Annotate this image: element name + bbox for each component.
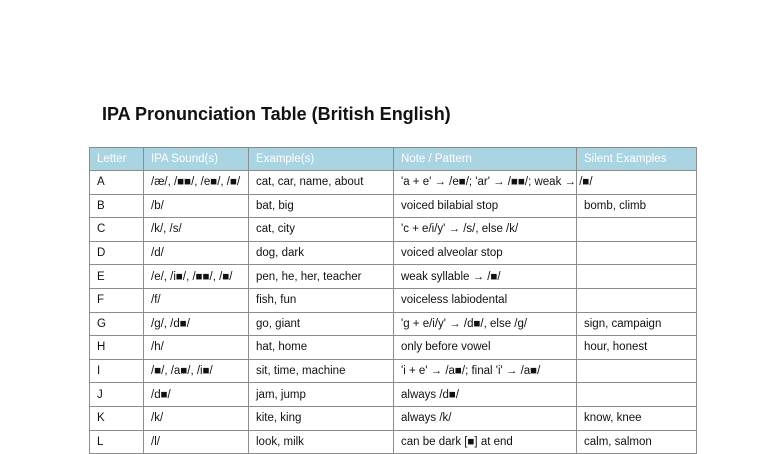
cell-silent-examples: hour, honest	[577, 336, 697, 360]
cell-examples: cat, city	[249, 218, 394, 242]
table-row	[90, 171, 697, 195]
cell-ipa-sound: /b/	[144, 194, 249, 218]
page-title: IPA Pronunciation Table (British English)	[102, 104, 451, 124]
table-row	[90, 218, 697, 242]
cell-ipa-sound: /d■/	[144, 383, 249, 407]
cell-note: always /k/	[394, 406, 577, 430]
cell-ipa-sound: /k/	[144, 406, 249, 430]
header-letter: Letter	[90, 148, 144, 171]
cell-silent-examples	[577, 265, 697, 289]
table-row	[90, 430, 697, 454]
cell-silent-examples: sign, campaign	[577, 312, 697, 336]
cell-examples: pen, he, her, teacher	[249, 265, 394, 289]
cell-examples: jam, jump	[249, 383, 394, 407]
cell-ipa-sound: /æ/, /■■/, /e■/, /■/	[144, 171, 249, 195]
cell-letter: H	[90, 336, 144, 360]
cell-letter: K	[90, 406, 144, 430]
cell-silent-examples: calm, salmon	[577, 430, 697, 454]
ipa-table	[89, 147, 697, 454]
cell-ipa-sound: /e/, /i■/, /■■/, /■/	[144, 265, 249, 289]
cell-examples: hat, home	[249, 336, 394, 360]
header-silent-examples: Silent Examples	[577, 148, 697, 171]
table-row	[90, 383, 697, 407]
cell-note: weak syllable → /■/	[394, 265, 577, 289]
table-row	[90, 194, 697, 218]
table-row	[90, 312, 697, 336]
table-header-row	[90, 148, 697, 171]
cell-ipa-sound: /f/	[144, 288, 249, 312]
cell-note: voiced bilabial stop	[394, 194, 577, 218]
cell-note: voiced alveolar stop	[394, 241, 577, 265]
cell-silent-examples	[577, 288, 697, 312]
cell-note: can be dark [■] at end	[394, 430, 577, 454]
header-examples: Example(s)	[249, 148, 394, 171]
cell-letter: C	[90, 218, 144, 242]
cell-note: voiceless labiodental	[394, 288, 577, 312]
cell-note: 'a + e' → /e■/; 'ar' → /■■/; weak → /■/	[394, 171, 577, 195]
cell-note: 'c + e/i/y' → /s/, else /k/	[394, 218, 577, 242]
cell-examples: go, giant	[249, 312, 394, 336]
table-row	[90, 359, 697, 383]
cell-examples: dog, dark	[249, 241, 394, 265]
header-note-pattern: Note / Pattern	[394, 148, 577, 171]
header-ipa-sounds: IPA Sound(s)	[144, 148, 249, 171]
table-row	[90, 265, 697, 289]
cell-letter: G	[90, 312, 144, 336]
cell-letter: A	[90, 171, 144, 195]
cell-letter: I	[90, 359, 144, 383]
cell-ipa-sound: /d/	[144, 241, 249, 265]
cell-silent-examples	[577, 171, 697, 195]
cell-silent-examples	[577, 241, 697, 265]
cell-silent-examples	[577, 383, 697, 407]
cell-letter: J	[90, 383, 144, 407]
cell-examples: cat, car, name, about	[249, 171, 394, 195]
cell-examples: fish, fun	[249, 288, 394, 312]
cell-examples: bat, big	[249, 194, 394, 218]
cell-examples: kite, king	[249, 406, 394, 430]
cell-silent-examples	[577, 218, 697, 242]
table-row	[90, 241, 697, 265]
cell-ipa-sound: /k/, /s/	[144, 218, 249, 242]
cell-note: 'g + e/i/y' → /d■/, else /g/	[394, 312, 577, 336]
cell-letter: D	[90, 241, 144, 265]
cell-ipa-sound: /l/	[144, 430, 249, 454]
cell-silent-examples: bomb, climb	[577, 194, 697, 218]
cell-note: 'i + e' → /a■/; final 'i' → /a■/	[394, 359, 577, 383]
cell-letter: F	[90, 288, 144, 312]
cell-ipa-sound: /g/, /d■/	[144, 312, 249, 336]
cell-note: only before vowel	[394, 336, 577, 360]
cell-note: always /d■/	[394, 383, 577, 407]
cell-letter: L	[90, 430, 144, 454]
cell-ipa-sound: /■/, /a■/, /i■/	[144, 359, 249, 383]
table-row	[90, 336, 697, 360]
table-row	[90, 288, 697, 312]
cell-silent-examples: know, knee	[577, 406, 697, 430]
table-row	[90, 406, 697, 430]
cell-letter: B	[90, 194, 144, 218]
cell-letter: E	[90, 265, 144, 289]
cell-silent-examples	[577, 359, 697, 383]
cell-examples: look, milk	[249, 430, 394, 454]
cell-examples: sit, time, machine	[249, 359, 394, 383]
cell-ipa-sound: /h/	[144, 336, 249, 360]
